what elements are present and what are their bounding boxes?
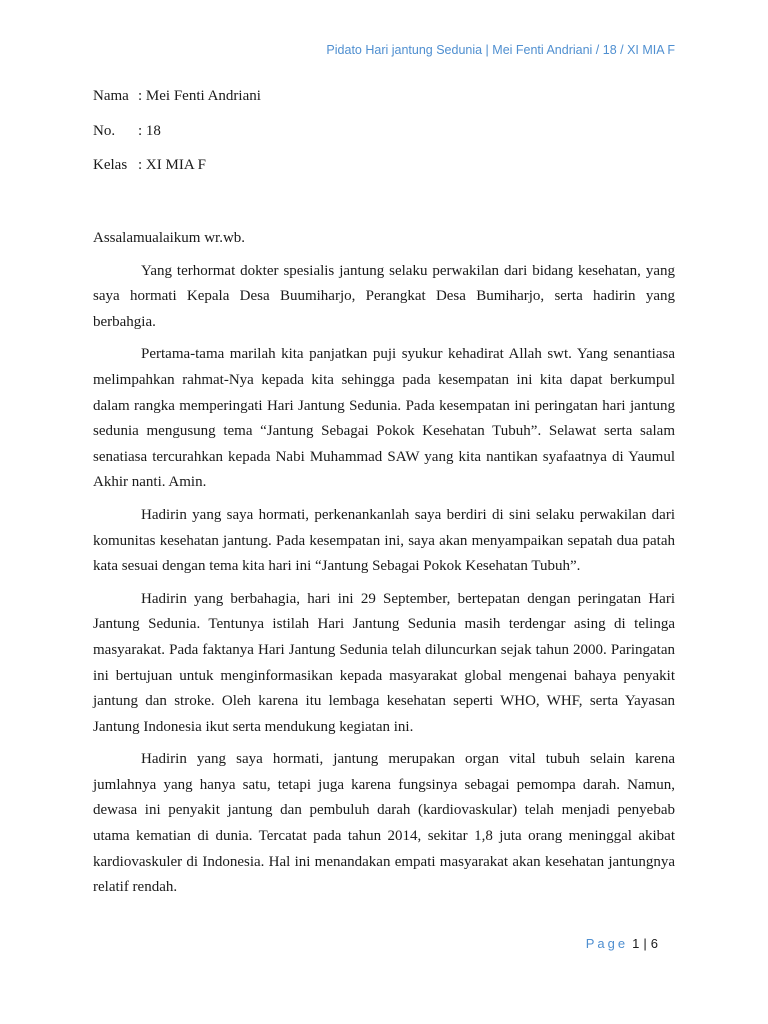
identity-label: Nama <box>93 88 129 104</box>
total-pages: 6 <box>650 936 658 951</box>
page-word: Page <box>585 936 629 951</box>
identity-value: : 18 <box>138 122 161 139</box>
current-page-number: 1 <box>632 936 640 951</box>
page-separator: | <box>643 936 647 951</box>
paragraph: Pertama-tama marilah kita panjatkan puji syukur kehadirat Allah swt. Yang senantiasa melimpahkan rahmat-Nya kepada kita sehingga pada kesempatan ini kita dapat berkumpul dalam rangka memperingati Hari Jantung Sedunia. Pada kesempatan ini peringatan hari jantung sedunia mengusung tema “Jantung Sebagai Pokok Kesehatan Tubuh”. Selawat serta salam senatiasa tercurahkan kepada Nabi Muhammad SAW yang kita nantikan syafaatnya di Yaumul Akhir nanti. Amin. <box>93 346 675 491</box>
identity-row-name <box>93 86 261 106</box>
paragraph: Hadirin yang saya hormati, jantung merupakan organ vital tubuh selain karena jumlahnya yang hanya satu, tetapi juga karena fungsinya sebagai pemompa darah. Namun, dewasa ini penyakit jantung dan pembuluh darah (kardiovaskular) telah menjadi penyebab utama kematian di dunia. Tercatat pada tahun 2014, sekitar 1,8 juta orang meninggal akibat kardiovaskuler di Indonesia. Hal ini menandakan empati masyarakat akan kesehatan jantungnya relatif rendah. <box>93 751 675 896</box>
paragraph: Yang terhormat dokter spesialis jantung selaku perwakilan dari bidang kesehatan, yang saya hormati Kepala Desa Buumiharjo, Perangkat Desa Bumiharjo, serta hadirin yang berbahgia. <box>93 262 675 330</box>
identity-row-class <box>93 155 206 175</box>
paragraph: Hadirin yang berbahagia, hari ini 29 September, bertepatan dengan peringatan Hari Jantung Sedunia. Tentunya istilah Hari Jantung Sedunia masih terdengar asing di telinga masyarakat. Pada faktanya Hari Jantung Sedunia telah diluncurkan sejak tahun 2000. Paringatan ini bertujuan untuk menginformasikan kepada masyarakat global mengenai bahaya penyakit jantung dan stroke. Oleh karena itu lembaga kesehatan seperti WHO, WHF, serta Yayasan Jantung Indonesia ikut serta mendukung kegiatan ini. <box>93 590 675 735</box>
identity-value: : XI MIA F <box>138 157 206 173</box>
identity-row-number <box>93 121 161 141</box>
identity-label: No. <box>93 122 116 139</box>
running-header: Pidato Hari jantung Sedunia | Mei Fenti Andriani / 18 / XI MIA F <box>326 43 675 57</box>
identity-block <box>93 86 261 190</box>
salutation: Assalamualaikum wr.wb. <box>93 230 246 246</box>
page-footer <box>586 936 658 951</box>
paragraph: Hadirin yang saya hormati, perkenankanlah saya berdiri di sini selaku perwakilan dari komunitas kesehatan jantung. Pada kesempatan ini, saya akan menyampaikan sepatah dua patah kata sesuai dengan tema kita hari ini “Jantung Sebagai Pokok Kesehatan Tubuh”. <box>93 506 675 575</box>
speech-body <box>93 226 675 908</box>
identity-label: Kelas <box>93 157 128 173</box>
identity-value: : Mei Fenti Andriani <box>138 88 261 104</box>
